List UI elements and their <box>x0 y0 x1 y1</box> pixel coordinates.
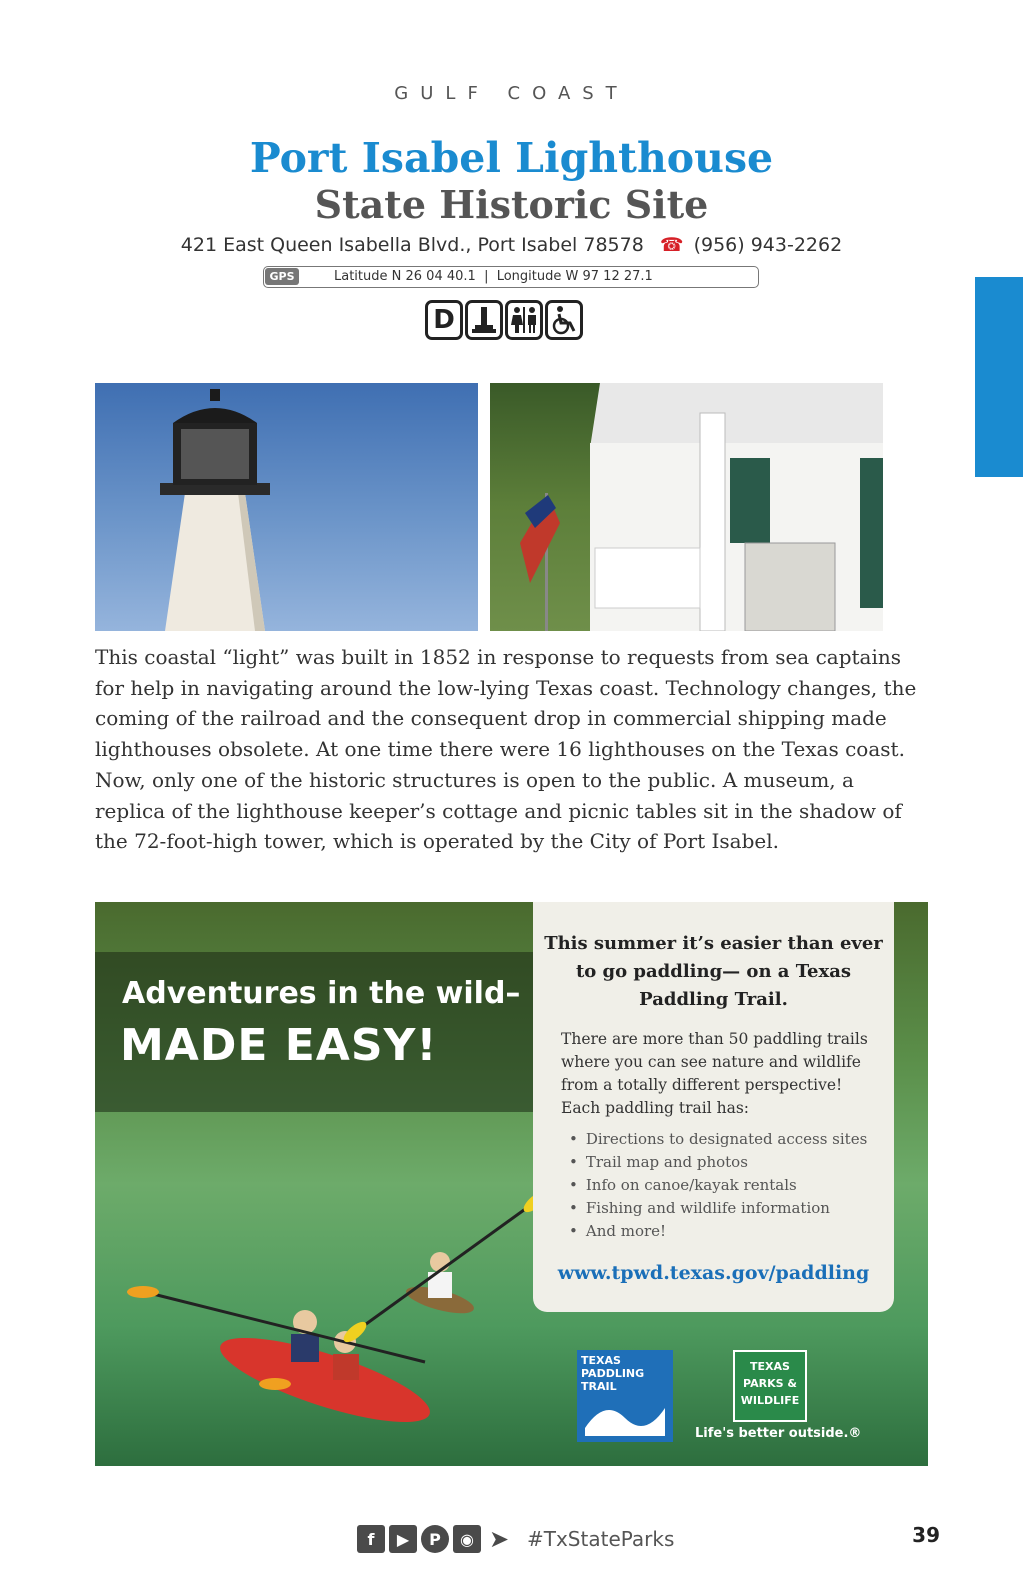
gps-box <box>263 266 759 288</box>
keepers-cottage-photo <box>490 383 883 631</box>
texas-paddling-trail-logo <box>577 1350 673 1442</box>
list-item: • Info on canoe/kayak rentals <box>569 1174 889 1197</box>
body-paragraph: This coastal “light” was built in 1852 in response to requests from sea captains for help in navigating around the low-lying Texas coast. Technology changes, the coming of the railroad and the consequent drop in commercial shipping made lighthouses obsolete. At one time there were 16 lighthouses on the Texas coast. Now, only one of the historic structures is open to the public. A museum, a replica of the lighthouse keeper’s cottage and picnic tables sit in the shadow of the 72-foot-high tower, which is operated by the City of Port Isabel. <box>95 645 917 854</box>
tpwd-logo-line-2: PARKS & <box>743 1377 797 1390</box>
paddling-url-link[interactable]: www.tpwd.texas.gov/paddling <box>557 1262 870 1284</box>
phone-icon: ☎ <box>659 234 684 256</box>
lighthouse-photo <box>95 383 478 631</box>
twitter-icon[interactable]: ➤ <box>488 1525 510 1553</box>
list-item: • And more! <box>569 1220 889 1243</box>
pinterest-icon[interactable]: P <box>421 1525 449 1553</box>
gps-tag: GPS <box>265 268 299 285</box>
social-icons <box>357 1525 513 1553</box>
paddling-trail-ad <box>95 902 928 1466</box>
ad-info-panel <box>533 902 894 1312</box>
address-line <box>0 234 1023 256</box>
monument-icon <box>465 300 503 340</box>
facebook-icon[interactable]: f <box>357 1525 385 1553</box>
paddling-logo-text: TEXAS PADDLING TRAIL <box>581 1354 645 1393</box>
tpwd-logo-line-1: TEXAS <box>750 1360 790 1373</box>
tpwd-logo-text <box>735 1358 805 1409</box>
ad-headline-2: MADE EASY! <box>120 1020 438 1071</box>
gps-coordinates <box>334 268 653 286</box>
page-number: 39 <box>912 1523 940 1547</box>
gps-longitude: Longitude W 97 12 27.1 <box>496 269 653 284</box>
hashtag: #TxStateParks <box>527 1527 675 1551</box>
ad-headline-band <box>95 952 535 1112</box>
section-label: GULF COAST <box>394 83 629 104</box>
gps-latitude: Latitude N 26 04 40.1 <box>334 269 476 284</box>
list-item: • Fishing and wildlife information <box>569 1197 889 1220</box>
restroom-icon <box>505 300 543 340</box>
tpwd-tagline: Life's better outside.® <box>695 1426 862 1441</box>
day-use-icon: D <box>425 300 463 340</box>
tpwd-logo <box>733 1350 807 1422</box>
instagram-icon[interactable]: ◉ <box>453 1525 481 1553</box>
youtube-icon[interactable]: ▶ <box>389 1525 417 1553</box>
list-item: • Directions to designated access sites <box>569 1128 889 1151</box>
ad-feature-list <box>569 1128 889 1243</box>
phone-number: (956) 943-2262 <box>693 234 843 256</box>
gps-separator: | <box>484 269 489 284</box>
ad-panel-body: There are more than 50 paddling trails where you can see nature and wildlife from a totally different perspective! Each paddling trail has: <box>561 1030 868 1117</box>
section-tab <box>975 277 1023 477</box>
list-item: • Trail map and photos <box>569 1151 889 1174</box>
ad-headline-1: Adventures in the wild– <box>122 976 521 1011</box>
tpwd-logo-line-3: WILDLIFE <box>740 1394 800 1407</box>
address-text: 421 East Queen Isabella Blvd., Port Isabel 78578 <box>180 234 644 256</box>
wheelchair-icon <box>545 300 583 340</box>
page-subtitle: State Historic Site <box>314 182 709 227</box>
ad-panel-heading: This summer it’s easier than ever to go paddling— on a Texas Paddling Trail. <box>544 933 883 1010</box>
amenity-icons <box>425 300 583 340</box>
page-title: Port Isabel Lighthouse <box>249 134 774 182</box>
